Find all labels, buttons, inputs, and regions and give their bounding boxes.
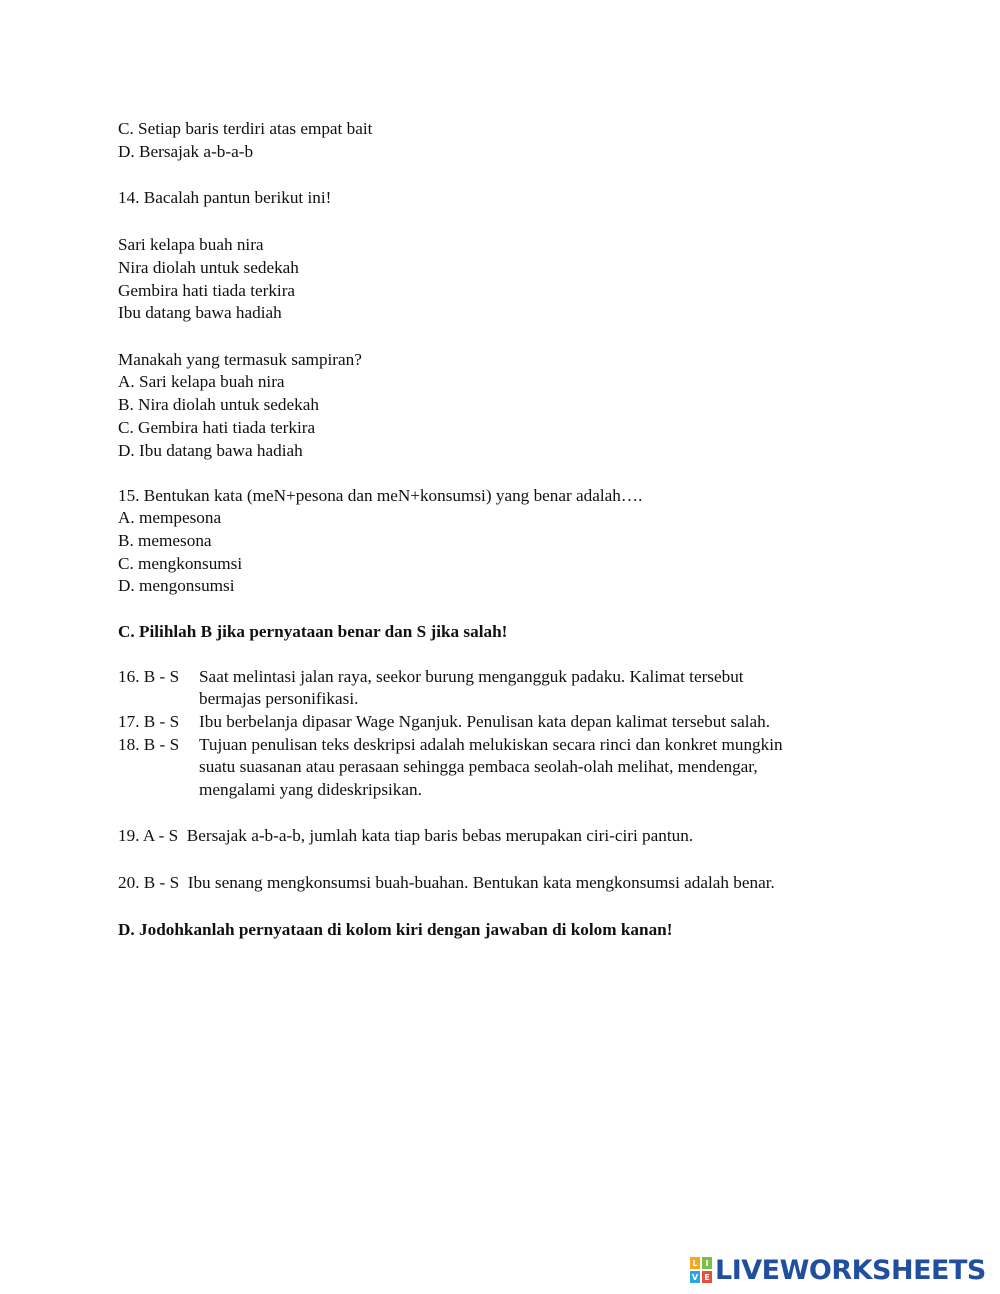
q15-option-b: B. memesona [118,531,212,550]
tf-item-16 [118,666,744,688]
tf-text-cont: bermajas personifikasi. [199,689,359,708]
section-c-heading: C. Pilihlah B jika pernyataan benar dan S jika salah! [118,622,508,641]
tf-number: 20. B - S [118,873,180,892]
tf-item-18 [118,734,783,756]
q14-option-d: D. Ibu datang bawa hadiah [118,441,303,460]
section-d-heading: D. Jodohkanlah pernyataan di kolom kiri dengan jawaban di kolom kanan! [118,920,673,939]
logo-block-e: E [702,1271,712,1283]
liveworksheets-logo [690,1254,986,1286]
tf-text: Ibu berbelanja dipasar Wage Nganjuk. Penulisan kata depan kalimat tersebut salah. [199,712,771,731]
tf-number: 18. B - S [118,735,180,754]
q15-prompt: 15. Bentukan kata (meN+pesona dan meN+konsumsi) yang benar adalah…. [118,486,643,505]
q15-option-c: C. mengkonsumsi [118,554,243,573]
pantun-line: Nira diolah untuk sedekah [118,258,299,277]
tf-number: 19. A - S [118,826,179,845]
q14-question: Manakah yang termasuk sampiran? [118,350,362,369]
logo-wordmark: LIVEWORKSHEETS [715,1254,986,1286]
q15-option-d: D. mengonsumsi [118,576,235,595]
pantun-line: Sari kelapa buah nira [118,235,264,254]
logo-block-l: L [690,1257,700,1269]
q13-option-d: D. Bersajak a-b-a-b [118,142,254,161]
tf-text: Saat melintasi jalan raya, seekor burung mengangguk padaku. Kalimat tersebut [199,667,744,686]
q13-option-c: C. Setiap baris terdiri atas empat bait [118,119,373,138]
tf-number: 16. B - S [118,667,180,686]
tf-item-19 [118,825,693,847]
tf-text: Ibu senang mengkonsumsi buah-buahan. Bentukan kata mengkonsumsi adalah benar. [187,873,775,892]
tf-number: 17. B - S [118,712,180,731]
tf-text: Bersajak a-b-a-b, jumlah kata tiap baris bebas merupakan ciri-ciri pantun. [186,826,694,845]
q14-option-c: C. Gembira hati tiada terkira [118,418,316,437]
q14-option-b: B. Nira diolah untuk sedekah [118,395,319,414]
q14-prompt: 14. Bacalah pantun berikut ini! [118,188,332,207]
tf-item-17 [118,711,770,733]
q15-option-a: A. mempesona [118,508,222,527]
logo-block-v: V [691,1272,699,1282]
logo-blocks-icon [690,1257,712,1283]
tf-text: Tujuan penulisan teks deskripsi adalah melukiskan secara rinci dan konkret mungkin [199,735,783,754]
pantun-line: Ibu datang bawa hadiah [118,303,282,322]
tf-text-cont: suatu suasanan atau perasaan sehingga pembaca seolah-olah melihat, mendengar, [199,757,758,776]
q14-option-a: A. Sari kelapa buah nira [118,372,285,391]
tf-item-20 [118,872,775,894]
pantun-line: Gembira hati tiada terkira [118,281,296,300]
logo-block-i: I [702,1257,712,1269]
tf-text-cont: mengalami yang dideskripsikan. [199,780,422,799]
